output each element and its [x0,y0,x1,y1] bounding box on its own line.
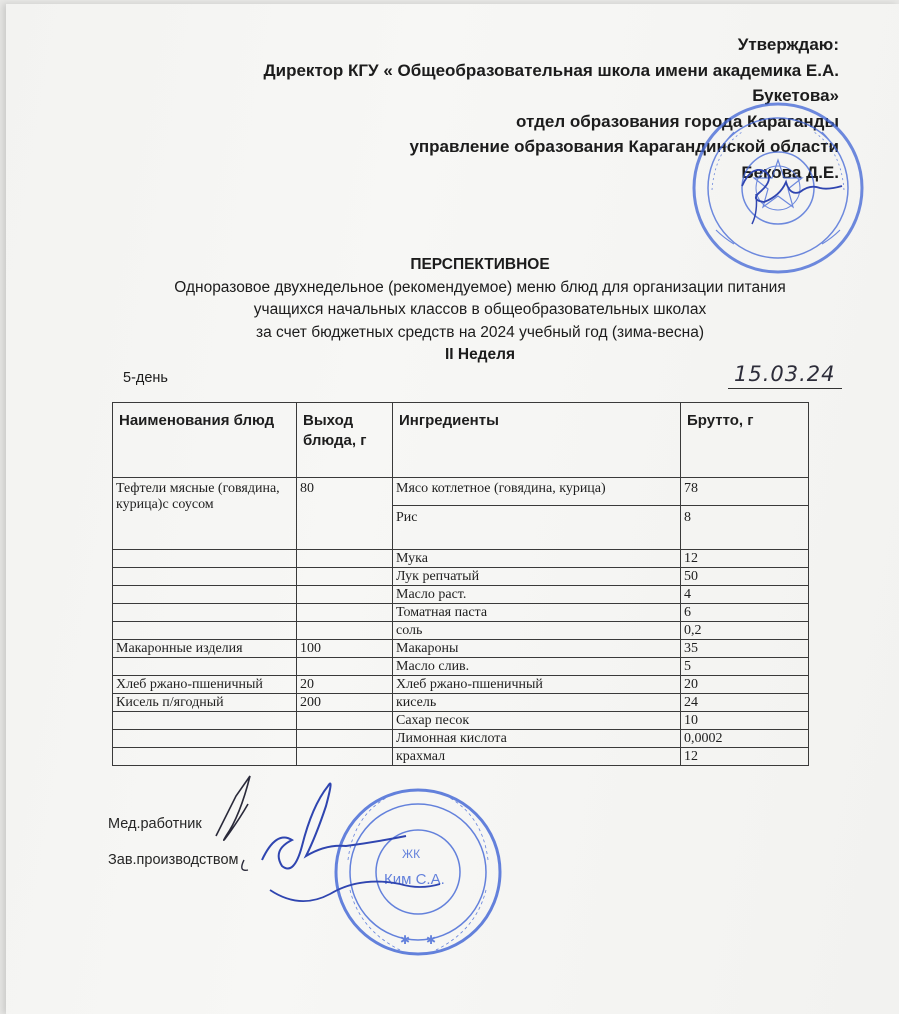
gross-cell: 12 [681,748,809,766]
approval-name: Бекова Д.Е. [741,162,839,182]
yield-cell: 200 [297,694,393,712]
menu-table [112,402,809,766]
table-row [113,676,809,694]
table-row [113,658,809,676]
stamp-name-text: Ким С.А. [384,871,445,888]
title-line-2: учащихся начальных классов в общеобразовательных школах [253,301,707,318]
ingredient-cell: Лимонная кислота [393,730,681,748]
dish-cell [113,550,297,568]
yield-cell [297,586,393,604]
yield-cell [297,730,393,748]
table-row [113,478,809,506]
dish-cell: Макаронные изделия [113,640,297,658]
yield-cell [297,748,393,766]
dish-cell [113,748,297,766]
gross-cell: 78 [681,478,809,506]
ingredient-cell: кисель [393,694,681,712]
ingredient-cell: Сахар песок [393,712,681,730]
medic-signature-label: Мед.работник [108,816,202,832]
dish-cell [113,604,297,622]
header-dish: Наименования блюд [113,403,297,478]
approval-administration: управление образования Карагандинской области [409,137,839,156]
ingredient-cell: Масло слив. [393,658,681,676]
gross-cell: 20 [681,676,809,694]
approval-school: Букетова» [752,86,839,105]
gross-cell: 12 [681,550,809,568]
document-title [110,254,850,367]
header-gross: Брутто, г [681,403,809,478]
table-header-row [113,403,809,478]
title-line-1: Одноразовое двухнедельное (рекомендуемое) меню блюд для организации питания [174,278,786,296]
gross-cell: 10 [681,712,809,730]
yield-cell [297,568,393,586]
table-row [113,748,809,766]
kitchen-signature-label: Зав.производством [108,852,239,868]
ingredient-cell: крахмал [393,748,681,766]
yield-cell [297,712,393,730]
table-row [113,694,809,712]
ingredient-cell: соль [393,622,681,640]
gross-cell: 5 [681,658,809,676]
gross-cell: 0,0002 [681,730,809,748]
approval-director: Директор КГУ « Общеобразовательная школа имени академика Е.А. [263,60,839,80]
table-row [113,586,809,604]
dish-cell [113,658,297,676]
dish-cell [113,730,297,748]
yield-cell [297,622,393,640]
title-heading: ПЕРСПЕКТИВНОЕ [410,256,550,273]
title-line-3: за счет бюджетных средств на 2024 учебный год (зима-весна) [256,323,704,341]
ingredient-cell: Масло раст. [393,586,681,604]
dish-cell [113,568,297,586]
yield-cell [297,604,393,622]
yield-cell [297,658,393,676]
yield-cell: 100 [297,640,393,658]
gross-cell: 24 [681,694,809,712]
ingredient-cell: Лук репчатый [393,568,681,586]
title-week: II Неделя [444,346,516,363]
dish-cell: Хлеб ржано-пшеничный [113,676,297,694]
dish-cell [113,586,297,604]
table-row [113,640,809,658]
table-row [113,604,809,622]
gross-cell: 4 [681,586,809,604]
gross-cell: 6 [681,604,809,622]
approval-department: отдел образования города Караганды [516,111,839,131]
table-row [113,568,809,586]
dish-cell [113,712,297,730]
ingredient-cell: Рис [393,506,681,550]
handwritten-date: 15.03.24 [728,362,842,389]
dish-cell: Кисель п/ягодный [113,694,297,712]
ingredient-cell: Мясо котлетное (говядина, курица) [393,478,681,506]
gross-cell: 0,2 [681,622,809,640]
svg-text:✱: ✱ [426,933,437,947]
header-yield: Выход блюда, г [297,403,393,478]
yield-cell [297,550,393,568]
table-row [113,622,809,640]
stamp-top-text: ЖК [402,847,421,861]
yield-cell: 80 [297,478,393,550]
day-label: 5-день [123,370,168,386]
approval-block [139,32,839,185]
ingredient-cell: Томатная паста [393,604,681,622]
gross-cell: 35 [681,640,809,658]
table-row [113,550,809,568]
table-row [113,712,809,730]
dish-cell: Тефтели мясные (говядина, курица)с соусом [113,478,297,550]
gross-cell: 8 [681,506,809,550]
ingredient-cell: Хлеб ржано-пшеничный [393,676,681,694]
ingredient-cell: Макароны [393,640,681,658]
header-ingredient: Ингредиенты [393,403,681,478]
gross-cell: 50 [681,568,809,586]
yield-cell: 20 [297,676,393,694]
approval-heading: Утверждаю: [737,35,839,54]
dish-cell [113,622,297,640]
ingredient-cell: Мука [393,550,681,568]
svg-text:✱: ✱ [400,933,411,947]
table-row [113,730,809,748]
